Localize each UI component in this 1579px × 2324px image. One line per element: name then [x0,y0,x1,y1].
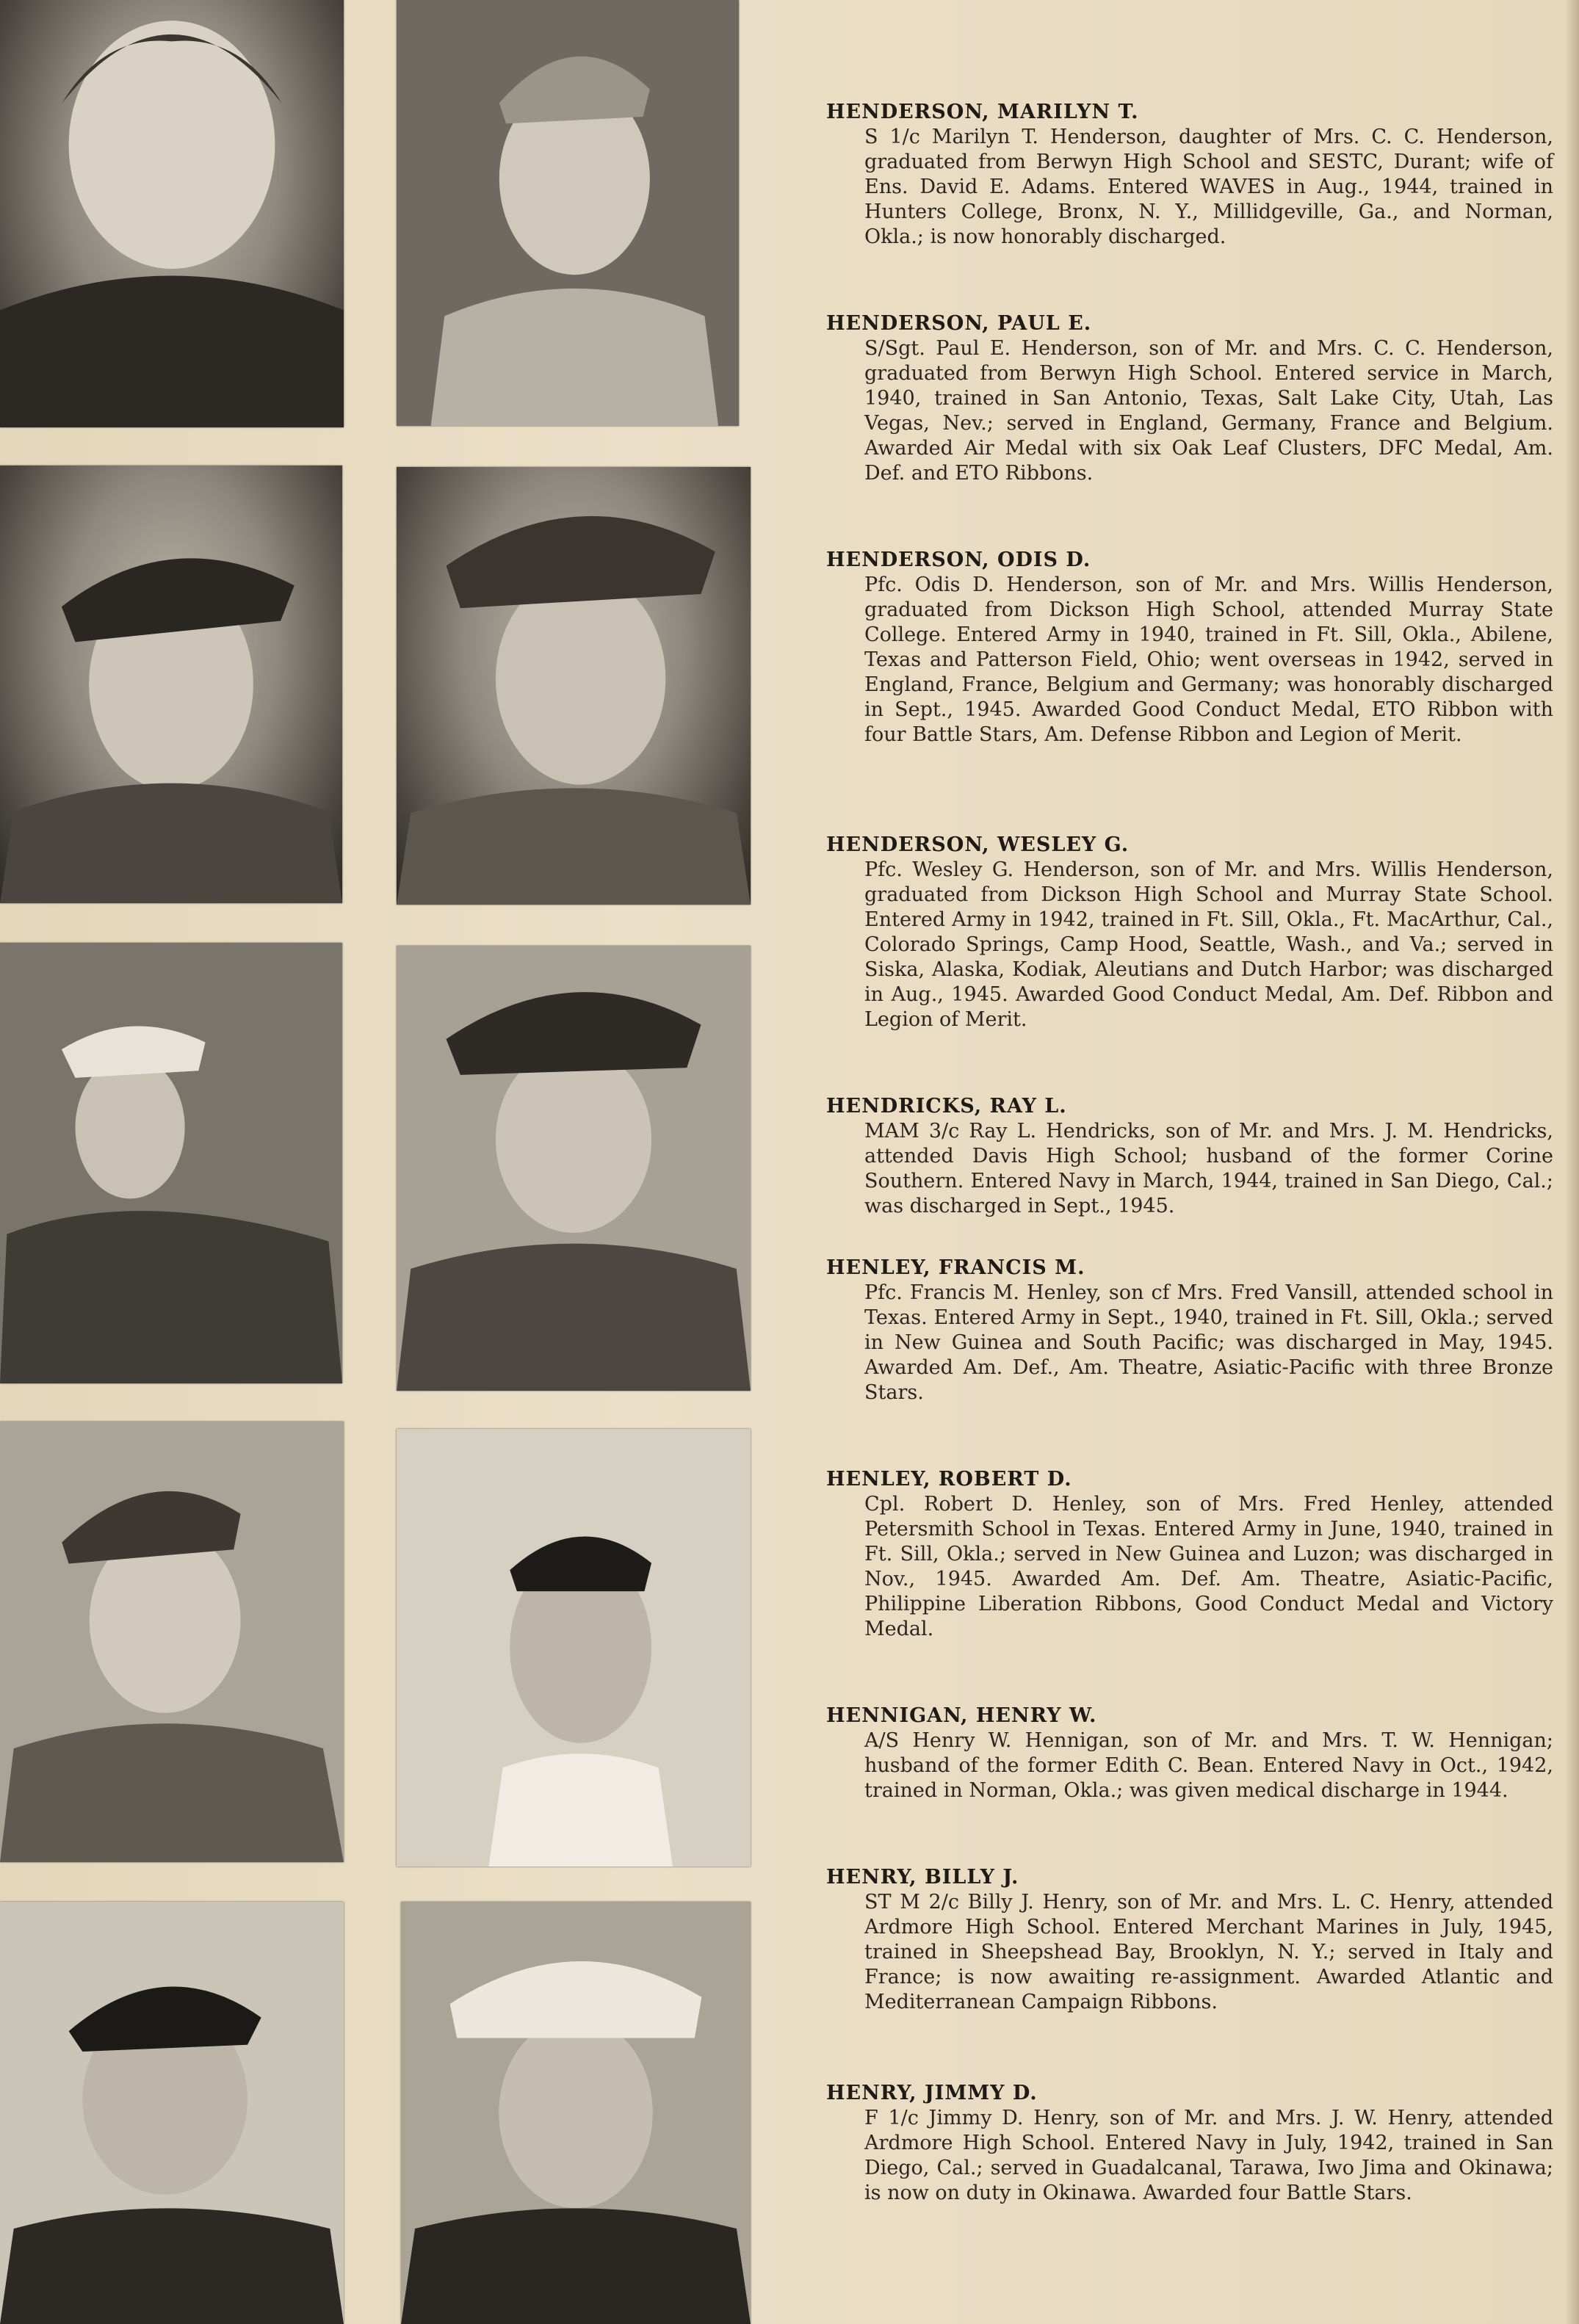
bio-name: HENRY, BILLY J. [826,1866,1019,1889]
bio-entry [826,311,1553,486]
bio-text: A/S Henry W. Hennigan, son of Mr. and Mrs. T. W. Hennigan; husband of the former Edith C. Bean. Entered Navy in Oct., 1942, trained in Norman, Okla.; was given medical discharge in 1944. [864,1729,1553,1802]
bio-text: ST M 2/c Billy J. Henry, son of Mr. and Mrs. L. C. Henry, attended Ardmore High School. Entered Merchant Marines in July, 1945, trained in Sheepshead Bay, Brooklyn, N. Y.; served in Italy and France; is now awaiting re-assignment. Awarded Atlantic and Mediterranean Campaign Ribbons. [864,1891,1553,2013]
bio-entry [826,2081,1553,2206]
bio-name: HENDRICKS, RAY L. [826,1095,1067,1118]
bio-entry [826,1865,1553,2015]
bio-text: S 1/c Marilyn T. Henderson, daughter of Mrs. C. C. Henderson, graduated from Berwyn High School and SESTC, Durant; wife of Ens. David E. Adams. Entered WAVES in Aug., 1944, trained in Hunters College, Bronx, N. Y., Millidgeville, Ga., and Norman, Okla.; is now honorably discharged. [864,126,1553,248]
portrait-photo-wesley [397,467,751,905]
portrait-photo-paul [397,0,739,426]
bio-name: HENLEY, ROBERT D. [826,1468,1072,1491]
bio-name: HENRY, JIMMY D. [826,2082,1038,2104]
bio-text: MAM 3/c Ray L. Hendricks, son of Mr. and Mrs. J. M. Hendricks, attended Davis High School; husband of the former Corine Southern. Entered Navy in March, 1944, trained in San Diego, Cal.; was discharged in Sept., 1945. [864,1120,1553,1217]
portrait-photo-robert [0,1422,344,1862]
bio-text: F 1/c Jimmy D. Henry, son of Mr. and Mrs. J. W. Henry, attended Ardmore High School. Entered Navy in July, 1942, trained in San Diego, Cal.; served in Guadalcanal, Tarawa, Iwo Jima and Okinawa; is now on duty in Okinawa. Awarded four Battle Stars. [864,2107,1553,2204]
bio-entry [826,1467,1553,1642]
bio-text: Pfc. Wesley G. Henderson, son of Mr. and Mrs. Willis Henderson, graduated from Dickson High School and Murray State School. Entered Army in 1942, trained in Ft. Sill, Okla., Ft. MacArthur, Cal., Colorado Springs, Camp Hood, Seattle, Wash., and Va.; served in Siska, Alaska, Kodiak, Aleutians and Dutch Harbor; was discharged in Aug., 1945. Awarded Good Conduct Medal, Am. Def. Ribbon and Legion of Merit. [864,858,1553,1031]
portrait-photo-odis [0,466,342,903]
bio-name: HENDERSON, WESLEY G. [826,833,1130,856]
bio-entry [826,1704,1553,1803]
bio-name: HENLEY, FRANCIS M. [826,1256,1085,1279]
bio-text: Pfc. Odis D. Henderson, son of Mr. and Mrs. Willis Henderson, graduated from Dickson High School, attended Murray State College. Entered Army in 1940, trained in Ft. Sill, Okla., Abilene, Texas and Patterson Field, Ohio; went overseas in 1942, served in England, France, Belgium and Germany; was honorably discharged in Sept., 1945. Awarded Good Conduct Medal, ETO Ribbon with four Battle Stars, Am. Defense Ribbon and Legion of Merit. [864,573,1553,746]
bio-name: HENDERSON, PAUL E. [826,312,1092,335]
bio-entry [826,100,1553,250]
bio-name: HENNIGAN, HENRY W. [826,1704,1097,1727]
bio-entry [826,1256,1553,1405]
portrait-photo-ray [0,943,342,1383]
bio-entry [826,1094,1553,1219]
portrait-photo-francis [397,946,751,1391]
portrait-photo-henry-hennigan [397,1429,751,1867]
bio-text: S/Sgt. Paul E. Henderson, son of Mr. and Mrs. C. C. Henderson, graduated from Berwyn High School. Entered service in March, 1940, trained in San Antonio, Texas, Salt Lake City, Utah, Las Vegas, Nev.; served in England, Germany, France and Belgium. Awarded Air Medal with six Oak Leaf Clusters, DFC Medal, Am. Def. and ETO Ribbons. [864,337,1553,485]
bio-name: HENDERSON, MARILYN T. [826,101,1139,123]
bio-entry [826,833,1553,1032]
bio-name: HENDERSON, ODIS D. [826,549,1091,571]
portrait-photo-jimmy [401,1902,751,2324]
portrait-photo-billy [0,1902,344,2324]
bio-text: Pfc. Francis M. Henley, son cf Mrs. Fred Vansill, attended school in Texas. Entered Army in Sept., 1940, trained in Ft. Sill, Okla.; served in New Guinea and South Pacific; was discharged in May, 1945. Awarded Am. Def., Am. Theatre, Asiatic-Pacific with three Bronze Stars. [864,1281,1553,1404]
bio-entry [826,548,1553,747]
page-edge-shadow [1564,0,1579,2324]
portrait-photo-marilyn [0,0,344,427]
bio-text: Cpl. Robert D. Henley, son of Mrs. Fred Henley, attended Petersmith School in Texas. Entered Army in June, 1940, trained in Ft. Sill, Okla.; served in New Guinea and Luzon; was discharged in Nov., 1945. Awarded Am. Def. Am. Theatre, Asiatic-Pacific, Philippine Liberation Ribbons, Good Conduct Medal and Victory Medal. [864,1493,1553,1640]
